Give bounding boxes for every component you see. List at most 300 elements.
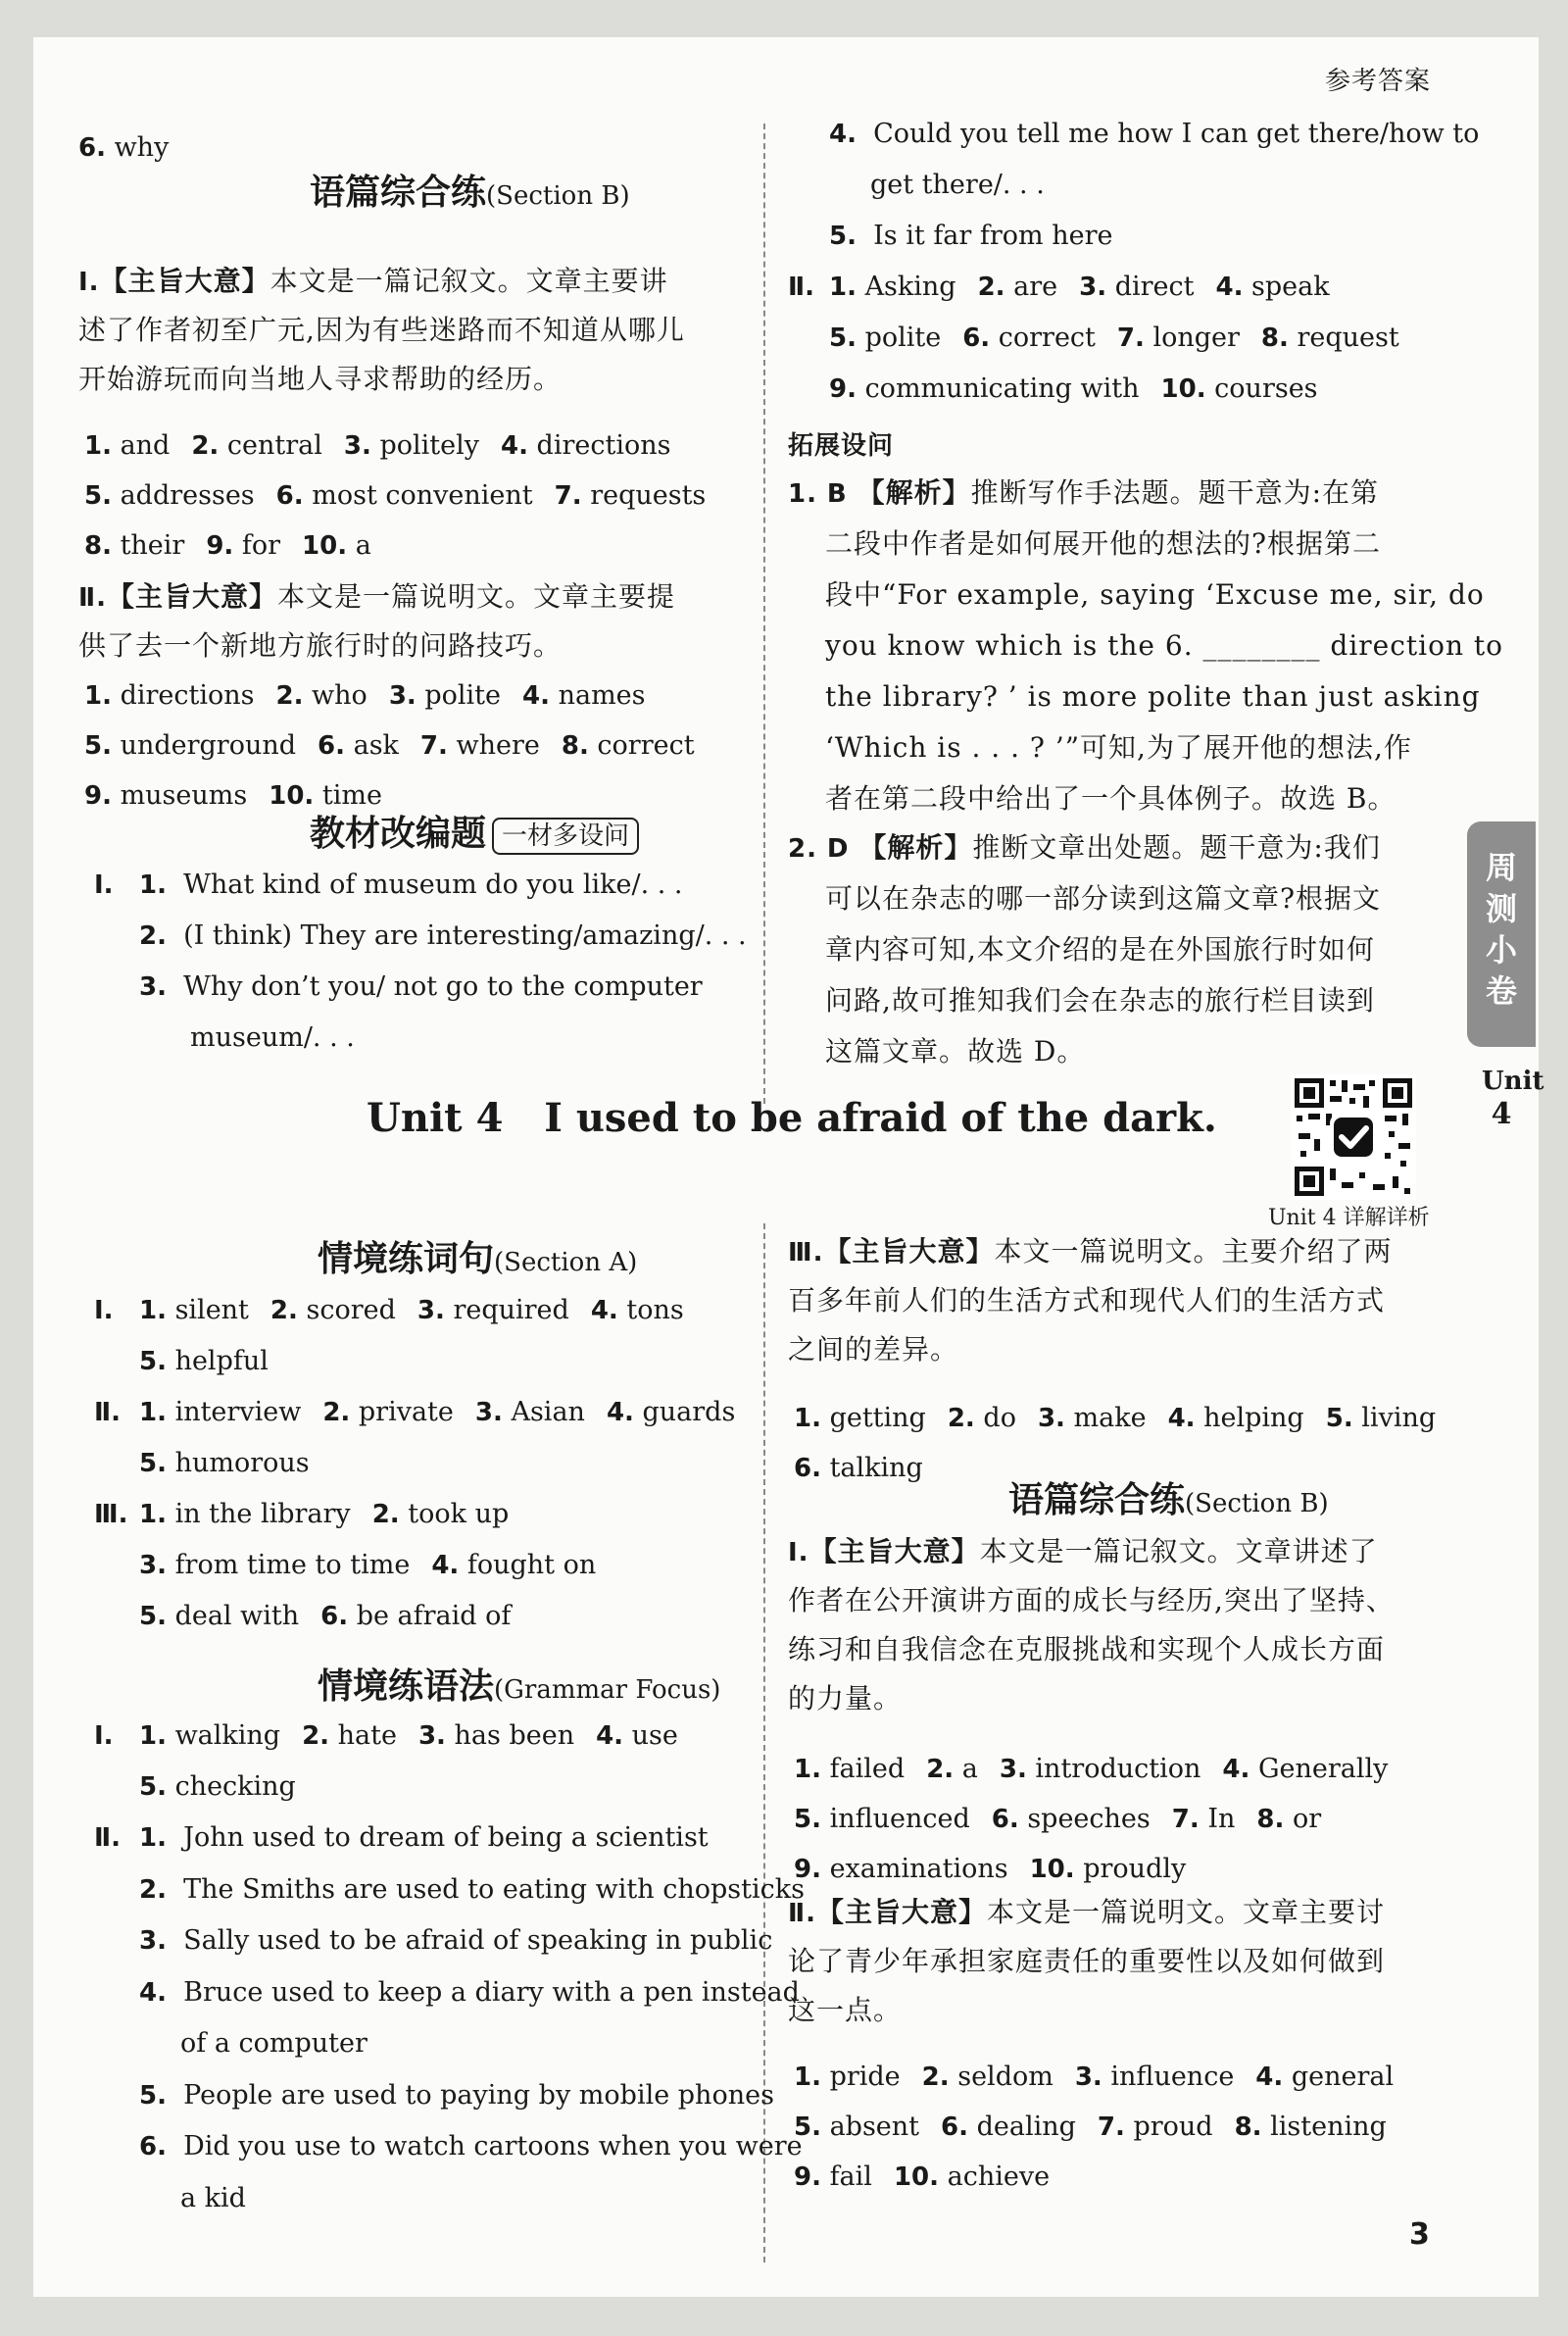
- answer-item: [941, 2112, 1076, 2142]
- answer-text: from time to time: [174, 1550, 411, 1580]
- section-subtitle: (Section B): [486, 181, 630, 211]
- answer-number: 3.: [416, 1296, 445, 1325]
- answer-number: 9.: [206, 531, 234, 561]
- answer-item: [389, 680, 501, 711]
- answer-item: [948, 1403, 1016, 1433]
- answer-number: 9.: [829, 374, 857, 404]
- group-prefix: Ⅱ.: [94, 1823, 122, 1853]
- answer-text: proud: [1133, 2112, 1213, 2142]
- answer-text: and: [120, 430, 171, 461]
- paragraph-line: [788, 1535, 1378, 1569]
- paragraph-text: 百多年前人们的生活方式和现代人们的生活方式: [788, 1284, 1386, 1317]
- paragraph-line: [788, 1994, 902, 2027]
- section-subtitle: (Grammar Focus): [494, 1675, 721, 1705]
- answer-number: 3.: [1074, 2063, 1102, 2092]
- answer-line: [180, 2182, 246, 2215]
- answer-item: [139, 1397, 301, 1427]
- paragraph-text: 本文是一篇记叙文。文章主要讲: [270, 265, 668, 297]
- paragraph-text: 作者在公开演讲方面的成长与经历,突出了坚持、: [788, 1584, 1395, 1616]
- answer-number: 8.: [1234, 2112, 1262, 2142]
- answer-text: most convenient: [312, 480, 533, 511]
- answer-number: 8.: [561, 731, 589, 761]
- answer-number: 5.: [829, 222, 857, 251]
- answer-text: helpful: [174, 1346, 269, 1376]
- analysis-text: 可以在杂志的哪一部分读到这篇文章?根据文: [825, 882, 1382, 915]
- qr-code[interactable]: [1291, 1074, 1416, 1200]
- answer-number: 3.: [474, 1398, 503, 1427]
- answer-item: [417, 1295, 569, 1325]
- answer-number: 2.: [191, 431, 220, 461]
- answer-number: 6.: [991, 1805, 1019, 1834]
- answer-text: (I think) They are interesting/amazing/. . .: [183, 920, 747, 951]
- answer-item: [1000, 1754, 1201, 1784]
- answer-text: underground: [120, 730, 297, 761]
- side-tab: [1467, 821, 1536, 1047]
- answer-item: [1256, 1804, 1321, 1834]
- answer-number: 5.: [794, 2112, 821, 2142]
- paragraph-line: [788, 1896, 1385, 1930]
- answer-item: [794, 1453, 923, 1483]
- answer-text: required: [453, 1295, 569, 1325]
- answer-text: directions: [120, 680, 255, 711]
- answer-text: a: [355, 530, 371, 561]
- answer-line: [180, 2027, 368, 2061]
- answer-text: a kid: [180, 2182, 246, 2213]
- answer-text: introduction: [1035, 1754, 1201, 1784]
- paragraph-text: 的力量。: [788, 1682, 903, 1715]
- answer-text: talking: [829, 1453, 923, 1483]
- answer-letter: D: [826, 834, 850, 864]
- summary-tag: 【主旨大意】: [808, 1535, 980, 1567]
- answer-text: Why don’t you/ not go to the computer: [183, 971, 703, 1002]
- section-heading: [318, 1665, 720, 1712]
- answer-item: [84, 780, 247, 811]
- answer-number: 4.: [1255, 2063, 1284, 2092]
- answer-line: [139, 1821, 709, 1855]
- side-unit-label: [1482, 1065, 1544, 1131]
- answer-text: or: [1292, 1804, 1322, 1834]
- answer-number: 5.: [139, 1449, 167, 1478]
- answer-row: [84, 729, 695, 763]
- analysis-line: [825, 984, 1375, 1018]
- answer-item: [139, 1601, 299, 1631]
- answer-number: 8.: [84, 531, 112, 561]
- answer-item: [475, 1397, 585, 1427]
- paragraph-line: [788, 1235, 1393, 1269]
- answer-item: [1168, 1403, 1304, 1433]
- answer-item: [1030, 1854, 1187, 1884]
- answer-row: [139, 1549, 596, 1582]
- answer-row: [794, 1753, 1388, 1786]
- answer-item: [922, 2062, 1054, 2092]
- answer-line: [78, 131, 169, 165]
- answer-text: What kind of museum do you like/. . .: [183, 870, 683, 900]
- answer-text: request: [1297, 323, 1399, 353]
- answer-number: 4.: [522, 681, 550, 711]
- analysis-tag: 【解析】: [857, 476, 971, 509]
- answer-text: absent: [829, 2112, 920, 2142]
- answer-number: 7.: [554, 481, 582, 511]
- paragraph-line: [788, 1633, 1385, 1666]
- section-title: 语篇综合练: [310, 172, 487, 213]
- answer-text: John used to dream of being a scientist: [183, 1822, 709, 1853]
- answer-text: addresses: [120, 480, 255, 511]
- answer-number: 4.: [1215, 273, 1244, 302]
- paragraph-line: [78, 265, 668, 299]
- answer-item: [206, 530, 280, 561]
- answer-text: checking: [174, 1771, 296, 1802]
- answer-text: speak: [1251, 272, 1330, 302]
- answer-text: for: [241, 530, 281, 561]
- answer-number: 4.: [1222, 1755, 1250, 1784]
- answer-number: 3.: [139, 972, 167, 1002]
- answer-item: [139, 1499, 351, 1529]
- answer-item: [1215, 272, 1329, 302]
- section-tag: 一材多设问: [492, 818, 639, 855]
- answer-row: [139, 1770, 296, 1804]
- answer-number: 8.: [1260, 323, 1289, 353]
- answer-text: proudly: [1083, 1854, 1187, 1884]
- answer-number: 6.: [318, 731, 345, 761]
- answer-number: 5.: [794, 1805, 821, 1834]
- answer-line: [139, 2130, 803, 2163]
- answer-text: courses: [1214, 373, 1318, 404]
- answer-number: 5.: [84, 731, 112, 761]
- answer-text: humorous: [174, 1448, 310, 1478]
- answer-number: 7.: [1171, 1805, 1200, 1834]
- column-divider-top: [763, 124, 765, 1104]
- answer-text: communicating with: [864, 373, 1140, 404]
- answer-number: 6.: [794, 1454, 821, 1483]
- paragraph-text: 开始游玩而向当地人寻求帮助的经历。: [78, 363, 563, 395]
- group-prefix: Ⅰ.: [94, 870, 114, 900]
- analysis-line: [825, 527, 1381, 561]
- analysis-text: 章内容可知,本文介绍的是在外国旅行时如何: [825, 933, 1375, 966]
- answer-item: [318, 730, 399, 761]
- analysis-text: you know which is the 6. ________ direction to: [825, 629, 1504, 662]
- answer-row: [139, 1600, 511, 1633]
- answer-item: [1098, 2112, 1213, 2142]
- answer-number: 2.: [270, 1296, 298, 1325]
- answer-text: make: [1073, 1403, 1147, 1433]
- answer-text: direct: [1114, 272, 1195, 302]
- analysis-line: [825, 1035, 1085, 1069]
- answer-text: Is it far from here: [873, 221, 1113, 251]
- answer-number: 2.: [139, 921, 167, 951]
- answer-item: [322, 1397, 454, 1427]
- analysis-line: [825, 782, 1396, 816]
- answer-text: polite: [864, 323, 942, 353]
- answer-text: People are used to paying by mobile phones: [183, 2079, 774, 2111]
- section-heading: [1008, 1478, 1329, 1525]
- answer-number: 2.: [302, 1721, 330, 1751]
- answer-text: private: [358, 1397, 454, 1427]
- answer-number: 1.: [139, 1823, 167, 1853]
- answer-number: 9.: [84, 781, 112, 811]
- answer-text: a: [961, 1754, 978, 1784]
- answer-line: [139, 869, 683, 902]
- answer-text: In: [1207, 1804, 1236, 1834]
- answer-letter: B: [826, 479, 848, 509]
- answer-row: [139, 1447, 310, 1480]
- answer-text: museum/. . .: [190, 1022, 355, 1053]
- answer-row: [139, 1345, 269, 1378]
- answer-number: 2.: [926, 1755, 955, 1784]
- answer-item: [1079, 272, 1194, 302]
- answer-item: [139, 1550, 410, 1580]
- answer-text: walking: [174, 1720, 281, 1751]
- answer-number: 4.: [606, 1398, 634, 1427]
- answer-number: 4.: [500, 431, 528, 461]
- answer-row: [794, 1452, 923, 1485]
- answer-row: [139, 1294, 684, 1327]
- answer-number: 6.: [139, 2132, 167, 2162]
- answer-number: 2.: [139, 1874, 167, 1905]
- answer-number: 3.: [139, 1926, 167, 1956]
- answer-number: 6.: [78, 133, 106, 163]
- answer-item: [1326, 1403, 1436, 1433]
- answer-line: [190, 1021, 355, 1055]
- paragraph-text: 本文一篇说明文。主要介绍了两: [994, 1235, 1393, 1267]
- answer-item: [276, 480, 533, 511]
- answer-text: get there/. . .: [870, 170, 1045, 200]
- answer-number: 3.: [1037, 1404, 1065, 1433]
- section-heading: [310, 171, 630, 218]
- analysis-text: 问路,故可推知我们会在杂志的旅行栏目读到: [825, 984, 1375, 1017]
- analysis-line: [788, 476, 1379, 511]
- answer-number: 5.: [139, 2080, 167, 2111]
- answer-number: 4.: [590, 1296, 618, 1325]
- answer-row: [84, 779, 382, 813]
- paragraph-text: 本文是一篇说明文。文章主要提: [277, 580, 676, 613]
- answer-number: 1.: [794, 1404, 821, 1433]
- answer-text: be afraid of: [356, 1601, 512, 1631]
- answer-row: [794, 1853, 1186, 1886]
- answer-number: 4.: [139, 1977, 167, 2008]
- analysis-line: [825, 578, 1485, 612]
- answer-item: [794, 2062, 901, 2092]
- side-tab-label: 周测小卷: [1485, 849, 1517, 1010]
- answer-item: [372, 1499, 510, 1529]
- analysis-tag: 【解析】: [858, 831, 973, 864]
- section-title: 情境练语法: [318, 1665, 495, 1707]
- answer-number: 8.: [1256, 1805, 1285, 1834]
- answer-text: Bruce used to keep a diary with a pen instead: [183, 1976, 800, 2008]
- section-subtitle: (Section A): [494, 1248, 638, 1277]
- paragraph-text: 之间的差异。: [788, 1333, 959, 1366]
- side-unit-number: 4: [1491, 1097, 1512, 1131]
- answer-number: 6.: [941, 2112, 968, 2142]
- paragraph-text: 论了青少年承担家庭责任的重要性以及如何做到: [788, 1945, 1386, 1977]
- answer-item: [794, 1854, 1008, 1884]
- answer-text: do: [983, 1403, 1016, 1433]
- answer-number: 4.: [1167, 1404, 1196, 1433]
- analysis-text: ‘Which is . . . ? ’”可知,为了展开他的想法,作: [825, 731, 1412, 764]
- answer-item: [1235, 2112, 1387, 2142]
- paragraph-line: [788, 1682, 902, 1715]
- answer-item: [1222, 1754, 1388, 1784]
- question-number: 1.: [788, 479, 817, 509]
- group-prefix: Ⅱ.: [94, 1398, 122, 1427]
- answer-item: [344, 430, 479, 461]
- answer-number: 7.: [419, 731, 448, 761]
- section-label: 拓展设问: [788, 431, 895, 461]
- answer-item: [1075, 2062, 1234, 2092]
- answer-text: longer: [1152, 323, 1240, 353]
- answer-text: use: [631, 1720, 678, 1751]
- page-number: 3: [1409, 2217, 1430, 2252]
- answer-text: correct: [998, 323, 1096, 353]
- answer-number: 6.: [320, 1602, 349, 1631]
- analysis-line: [825, 629, 1503, 663]
- answer-text: has been: [454, 1720, 575, 1751]
- paragraph-line: [78, 314, 685, 347]
- answer-text: fail: [829, 2162, 872, 2192]
- answer-page: [33, 37, 1544, 2297]
- answer-text: tons: [626, 1295, 684, 1325]
- answer-text: guards: [642, 1397, 736, 1427]
- answer-row: [139, 1719, 678, 1753]
- paragraph-line: [788, 1284, 1385, 1317]
- answer-row: [84, 529, 371, 563]
- paragraph-prefix: Ⅱ.: [788, 1899, 817, 1928]
- answer-text: deal with: [174, 1601, 300, 1631]
- answer-item: [829, 323, 941, 353]
- answer-number: 1.: [139, 1296, 167, 1325]
- answer-line: [139, 1976, 800, 2010]
- paragraph-prefix: Ⅲ.: [788, 1238, 824, 1267]
- answer-number: 2.: [275, 681, 304, 711]
- answer-text: influence: [1110, 2062, 1235, 2092]
- answer-number: 2.: [921, 2063, 950, 2092]
- answer-row: [84, 679, 646, 713]
- answer-text: seldom: [957, 2062, 1054, 2092]
- analysis-line: [825, 731, 1412, 765]
- answer-number: 3.: [343, 431, 371, 461]
- summary-tag: 【主旨大意】: [107, 580, 278, 613]
- paragraph-prefix: Ⅰ.: [788, 1538, 809, 1567]
- answer-item: [418, 1720, 574, 1751]
- answer-text: central: [226, 430, 322, 461]
- answer-item: [607, 1397, 735, 1427]
- summary-tag: 【主旨大意】: [823, 1235, 995, 1267]
- answer-number: 1.: [794, 1755, 821, 1784]
- answer-number: 5.: [139, 1602, 167, 1631]
- answer-text: names: [558, 680, 646, 711]
- answer-item: [978, 272, 1058, 302]
- answer-number: 1.: [794, 2063, 821, 2092]
- paragraph-text: 本文是一篇说明文。文章主要讨: [987, 1896, 1386, 1928]
- answer-text: correct: [597, 730, 695, 761]
- answer-item: [522, 680, 646, 711]
- answer-line: [870, 169, 1045, 202]
- answer-number: 5.: [1325, 1404, 1353, 1433]
- answer-text: influenced: [829, 1804, 970, 1834]
- section-heading: [310, 812, 639, 855]
- answer-text: general: [1291, 2062, 1395, 2092]
- answer-text: Asian: [511, 1397, 585, 1427]
- answer-text: Did you use to watch cartoons when you were: [183, 2131, 803, 2162]
- answer-item: [84, 530, 184, 561]
- side-unit-word: Unit: [1482, 1067, 1544, 1096]
- answer-number: 4.: [431, 1551, 460, 1580]
- answer-number: 4.: [829, 120, 857, 149]
- answer-item: [1172, 1804, 1236, 1834]
- analysis-line: [825, 882, 1381, 916]
- answer-item: [794, 2162, 872, 2192]
- paragraph-line: [78, 363, 562, 396]
- answer-item: [1038, 1403, 1147, 1433]
- answer-item: [139, 1771, 296, 1802]
- answer-text: of a computer: [180, 2028, 368, 2059]
- unit-title: [367, 1094, 1217, 1143]
- answer-line: [139, 1924, 772, 1958]
- answer-item: [1255, 2062, 1394, 2092]
- answer-number: 1.: [139, 870, 167, 900]
- answer-item: [139, 1295, 249, 1325]
- answer-number: 6.: [962, 323, 991, 353]
- section-title: 语篇综合练: [1008, 1479, 1186, 1520]
- answer-item: [992, 1804, 1151, 1834]
- answer-row: [829, 322, 1399, 355]
- analysis-text: 推断写作手法题。题干意为:在第: [970, 476, 1380, 509]
- answer-number: 5.: [139, 1347, 167, 1376]
- group-prefix: Ⅲ.: [94, 1500, 128, 1529]
- answer-text: speeches: [1027, 1804, 1151, 1834]
- qr-code-graphic: [1291, 1074, 1416, 1200]
- question-number: 2.: [788, 834, 817, 864]
- answer-number: 1.: [139, 1500, 167, 1529]
- answer-number: 3.: [999, 1755, 1027, 1784]
- answer-text: failed: [829, 1754, 906, 1784]
- answer-row: [794, 2111, 1387, 2144]
- answer-item: [84, 430, 170, 461]
- answer-text: museums: [120, 780, 248, 811]
- answer-number: 1.: [139, 1398, 167, 1427]
- answer-item: [320, 1601, 511, 1631]
- answer-text: silent: [174, 1295, 249, 1325]
- answer-number: 3.: [388, 681, 416, 711]
- answer-text: why: [114, 132, 170, 163]
- answer-text: took up: [408, 1499, 510, 1529]
- answer-text: in the library: [174, 1499, 351, 1529]
- answer-row: [794, 1402, 1436, 1435]
- answer-text: Sally used to be afraid of speaking in public: [183, 1925, 773, 1956]
- answer-number: 1.: [139, 1721, 167, 1751]
- answer-text: scored: [306, 1295, 396, 1325]
- answer-number: 5.: [829, 323, 857, 353]
- answer-item: [1261, 323, 1399, 353]
- answer-number: 1.: [84, 681, 112, 711]
- answer-text: examinations: [829, 1854, 1008, 1884]
- qr-caption: Unit 4 详解详析: [1268, 1206, 1430, 1230]
- answer-text: living: [1361, 1403, 1437, 1433]
- answer-line: [139, 970, 703, 1004]
- answer-text: time: [321, 780, 382, 811]
- analysis-line: [788, 831, 1381, 866]
- answer-number: 7.: [1116, 323, 1145, 353]
- answer-text: helping: [1203, 1403, 1304, 1433]
- answer-item: [794, 1403, 926, 1433]
- answer-text: The Smiths are used to eating with chopsticks: [183, 1873, 805, 1905]
- answer-text: ask: [353, 730, 399, 761]
- answer-item: [420, 730, 540, 761]
- paragraph-text: 供了去一个新地方旅行时的问路技巧。: [78, 629, 563, 662]
- answer-number: 3.: [1079, 273, 1107, 302]
- answer-number: 5.: [84, 481, 112, 511]
- answer-number: 4.: [596, 1721, 624, 1751]
- summary-tag: 【主旨大意】: [99, 265, 270, 297]
